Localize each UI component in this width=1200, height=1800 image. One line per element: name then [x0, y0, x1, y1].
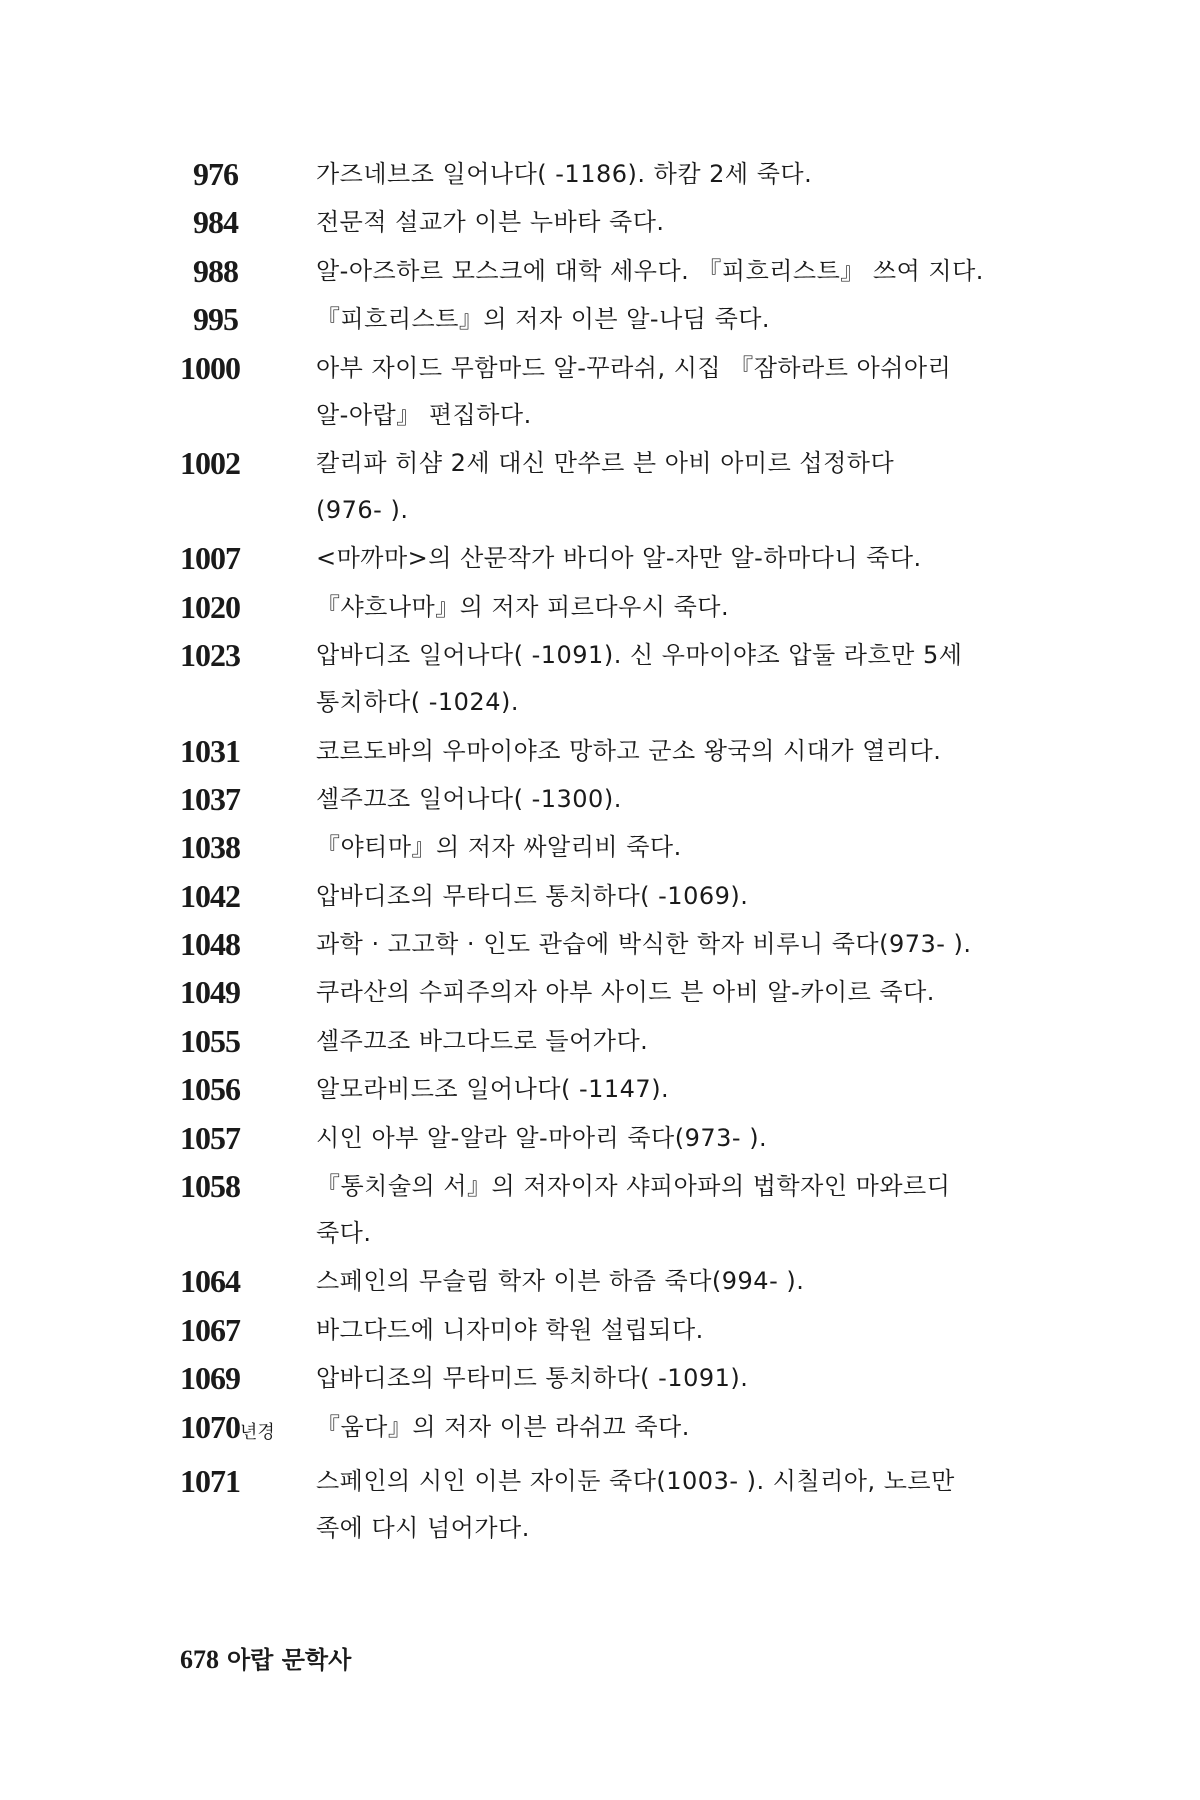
entry-year: [180, 300, 316, 338]
entry-text-line: 압바디조 일어나다( -1091). 신 우마이야조 압둘 라흐만 5세: [316, 641, 963, 670]
entry-text: [316, 155, 1040, 193]
page-number: 678: [180, 1645, 219, 1674]
entry-year: [180, 588, 316, 626]
entry-text-line: 칼리파 히샴 2세 대신 만쑤르 븐 아비 아미르 섭정하다: [316, 448, 895, 477]
chronology-list: [180, 155, 1040, 1557]
entry-year-number: 988: [193, 252, 238, 289]
entry-year: [180, 1262, 316, 1300]
entry-text-line: 아부 자이드 무함마드 알-꾸라쉬, 시집 『잠하라트 아쉬아리: [316, 353, 952, 382]
chronology-entry: [180, 1262, 1040, 1300]
entry-text: [316, 1022, 1040, 1060]
entry-text-line: 알모라비드조 일어나다( -1147).: [316, 1075, 670, 1104]
entry-text: [316, 588, 1040, 626]
entry-text: [316, 973, 1040, 1011]
entry-text-line: 압바디조의 무타미드 통치하다( -1091).: [316, 1364, 749, 1393]
chronology-entry: [180, 1359, 1040, 1397]
chronology-entry: [180, 300, 1040, 338]
entry-year-number: 1058: [180, 1168, 240, 1205]
entry-year-number: 1070: [180, 1408, 240, 1445]
entry-year: [180, 252, 316, 290]
entry-text: [316, 780, 1040, 818]
entry-year: [180, 732, 316, 770]
chronology-entry: [180, 732, 1040, 770]
entry-year-number: 1071: [180, 1462, 240, 1499]
entry-year-number: 995: [193, 301, 238, 338]
entry-text: [316, 1359, 1040, 1397]
chronology-entry: [180, 349, 1040, 434]
entry-year: [180, 349, 316, 387]
entry-year-number: 976: [193, 156, 238, 192]
entry-year-number: 1042: [180, 877, 240, 914]
entry-text: [316, 1167, 1040, 1252]
entry-text-continuation: 통치하다( -1024).: [316, 688, 519, 717]
entry-year-number: 1048: [180, 926, 240, 963]
chronology-entry: [180, 252, 1040, 290]
entry-year-suffix: 년경: [240, 1421, 275, 1443]
entry-year: [180, 973, 316, 1011]
entry-text-line: <마까마>의 산문작가 바디아 알-자만 알-하마다니 죽다.: [316, 544, 922, 573]
entry-year: [180, 203, 316, 241]
entry-year-number: 1031: [180, 732, 240, 769]
entry-year-number: 1038: [180, 829, 240, 866]
entry-text: [316, 732, 1040, 770]
entry-year-number: 1023: [180, 637, 240, 674]
entry-year-number: 1069: [180, 1360, 240, 1397]
chronology-entry: [180, 1119, 1040, 1157]
entry-text-line: 알-아즈하르 모스크에 대학 세우다. 『피흐리스트』 쓰여 지다.: [316, 256, 984, 285]
chronology-entry: [180, 203, 1040, 241]
entry-text-line: 『피흐리스트』의 저자 이븐 알-나딤 죽다.: [316, 305, 771, 334]
chronology-entry: [180, 636, 1040, 721]
entry-year: [180, 1359, 316, 1397]
entry-year: [180, 925, 316, 963]
entry-text-line: 코르도바의 우마이야조 망하고 군소 왕국의 시대가 열리다.: [316, 736, 942, 765]
entry-year-number: 1037: [180, 780, 240, 817]
entry-text: [316, 828, 1040, 866]
page-footer: [180, 1640, 351, 1675]
chronology-entry: [180, 588, 1040, 626]
entry-text: [316, 1408, 1040, 1446]
chronology-entry: [180, 877, 1040, 915]
entry-year-number: 1055: [180, 1022, 240, 1059]
entry-text-continuation: (976- ).: [316, 495, 409, 524]
entry-text: [316, 539, 1040, 577]
entry-text-line: 셀주끄조 일어나다( -1300).: [316, 784, 622, 813]
entry-text: [316, 444, 1040, 529]
entry-year-number: 1064: [180, 1263, 240, 1300]
entry-year: [180, 877, 316, 915]
chronology-entry: [180, 1311, 1040, 1349]
entry-text: [316, 1311, 1040, 1349]
entry-text-line: 『통치술의 서』의 저자이자 샤피아파의 법학자인 마와르디: [316, 1172, 951, 1201]
entry-text-line: 『야티마』의 저자 싸알리비 죽다.: [316, 833, 682, 862]
entry-text: [316, 349, 1040, 434]
entry-text-continuation: 죽다.: [316, 1219, 372, 1248]
chronology-entry: [180, 1022, 1040, 1060]
entry-year-number: 1007: [180, 540, 240, 577]
chronology-entry: [180, 780, 1040, 818]
entry-text: [316, 1119, 1040, 1157]
entry-year: [180, 1462, 316, 1500]
entry-text-line: 가즈네브조 일어나다( -1186). 하캄 2세 죽다.: [316, 160, 813, 188]
chronology-entry: [180, 1070, 1040, 1108]
entry-year: [180, 1022, 316, 1060]
entry-text-line: 전문적 설교가 이븐 누바타 죽다.: [316, 208, 665, 237]
entry-year-number: 984: [193, 204, 238, 241]
entry-year: [180, 1070, 316, 1108]
entry-year: [180, 155, 316, 193]
entry-year-number: 1049: [180, 974, 240, 1011]
entry-text-continuation: 족에 다시 넘어가다.: [316, 1513, 530, 1542]
entry-year-number: 1000: [180, 349, 240, 386]
entry-text-continuation: 알-아랍』 편집하다.: [316, 400, 532, 429]
chronology-entry: [180, 1462, 1040, 1547]
chronology-entry: [180, 444, 1040, 529]
entry-year: [180, 1119, 316, 1157]
entry-text: [316, 1462, 1040, 1547]
entry-text-line: 바그다드에 니자미야 학원 설립되다.: [316, 1315, 704, 1344]
entry-year-number: 1056: [180, 1071, 240, 1108]
entry-text-line: 과학 · 고고학 · 인도 관습에 박식한 학자 비루니 죽다(973- ).: [316, 930, 972, 959]
entry-year: [180, 636, 316, 674]
book-title: 아랍 문학사: [227, 1646, 352, 1674]
entry-text-line: 압바디조의 무타디드 통치하다( -1069).: [316, 881, 749, 910]
entry-year: [180, 1167, 316, 1205]
chronology-entry: [180, 828, 1040, 866]
entry-text: [316, 877, 1040, 915]
entry-text-line: 쿠라산의 수피주의자 아부 사이드 븐 아비 알-카이르 죽다.: [316, 978, 935, 1007]
entry-text-line: 시인 아부 알-알라 알-마아리 죽다(973- ).: [316, 1123, 768, 1152]
entry-year: [180, 539, 316, 577]
entry-year: [180, 828, 316, 866]
entry-text: [316, 636, 1040, 721]
entry-text-line: 『움다』의 저자 이븐 라쉬끄 죽다.: [316, 1412, 690, 1441]
chronology-entry: [180, 539, 1040, 577]
entry-year: [180, 1311, 316, 1349]
entry-year: [180, 1408, 316, 1452]
entry-text-line: 스페인의 시인 이븐 자이둔 죽다(1003- ). 시칠리아, 노르만: [316, 1466, 955, 1495]
entry-text-line: 『샤흐나마』의 저자 피르다우시 죽다.: [316, 592, 730, 621]
chronology-entry: [180, 1167, 1040, 1252]
entry-year-number: 1057: [180, 1119, 240, 1156]
entry-year: [180, 780, 316, 818]
entry-year-number: 1002: [180, 444, 240, 481]
entry-text: [316, 1070, 1040, 1108]
entry-text: [316, 300, 1040, 338]
entry-text-line: 스페인의 무슬림 학자 이븐 하즘 죽다(994- ).: [316, 1267, 805, 1296]
chronology-entry: [180, 925, 1040, 963]
entry-text: [316, 1262, 1040, 1300]
chronology-entry: [180, 155, 1040, 193]
chronology-entry: [180, 973, 1040, 1011]
entry-year: [180, 444, 316, 482]
entry-text: [316, 252, 1040, 290]
entry-text: [316, 203, 1040, 241]
entry-text: [316, 925, 1040, 963]
chronology-entry: [180, 1408, 1040, 1452]
entry-year-number: 1067: [180, 1311, 240, 1348]
entry-text-line: 셀주끄조 바그다드로 들어가다.: [316, 1026, 649, 1055]
entry-year-number: 1020: [180, 588, 240, 625]
